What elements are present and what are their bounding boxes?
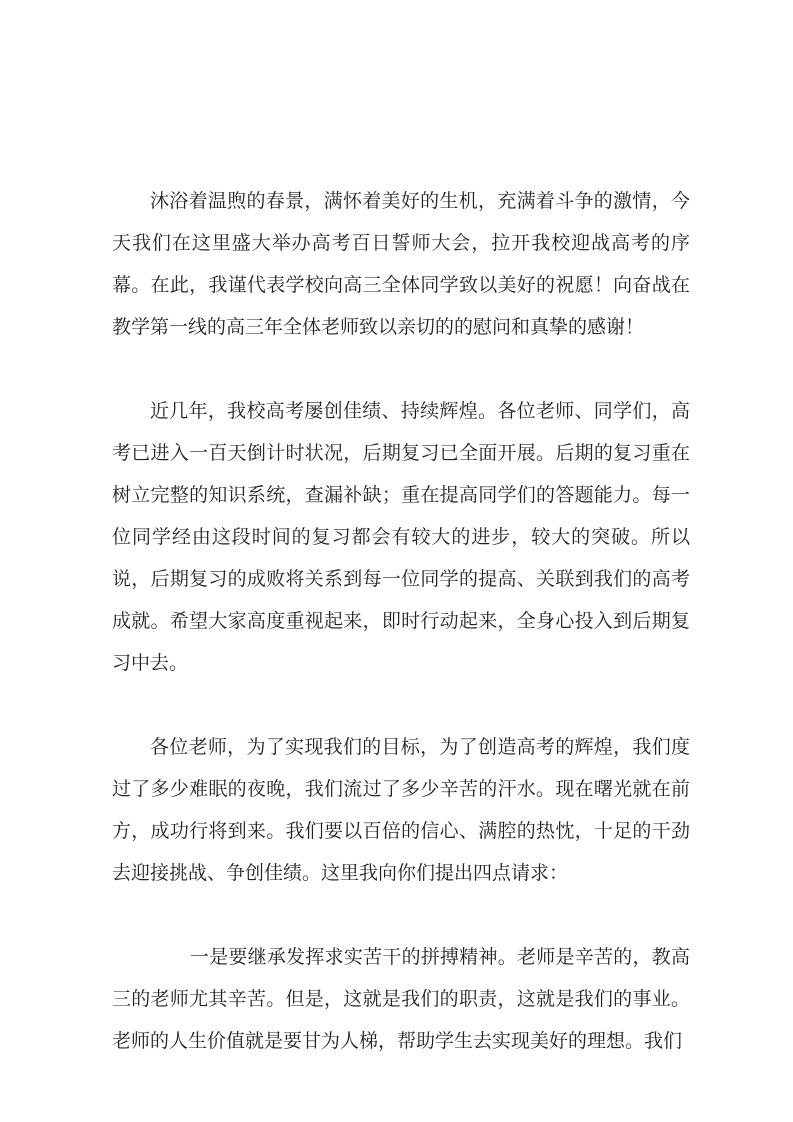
paragraph-1: 沐浴着温煦的春景，满怀着美好的生机，充满着斗争的激情，今天我们在这里盛大举办高考百日誓师大会，拉开我校迎战高考的序幕。在此，我谨代表学校向高三全体同学致以美好的祝愿！向奋战在教学第一线的高三年全体老师致以亲切的的慰问和真挚的感谢！ bbox=[112, 191, 690, 338]
paragraph-3: 各位老师，为了实现我们的目标，为了创造高考的辉煌，我们度过了多少难眠的夜晚，我们流过了多少辛苦的汗水。现在曙光就在前方，成功行将到来。我们要以百倍的信心、满腔的热忱，十足的干劲去迎接挑战、争创佳绩。这里我向你们提出四点请求： bbox=[112, 737, 690, 884]
document-body bbox=[112, 181, 690, 1063]
paragraph-4: 一是要继承发挥求实苦干的拼搏精神。老师是辛苦的，教高三的老师尤其辛苦。但是，这就是我们的职责，这就是我们的事业。老师的人生价值就是要甘为人梯，帮助学生去实现美好的理想。我们 bbox=[112, 947, 690, 1052]
paragraph-2: 近几年，我校高考屡创佳绩、持续辉煌。各位老师、同学们，高考已进入一百天倒计时状况，后期复习已全面开展。后期的复习重在树立完整的知识系统，查漏补缺；重在提高同学们的答题能力。每一位同学经由这段时间的复习都会有较大的进步，较大的突破。所以说，后期复习的成败将关系到每一位同学的提高、关联到我们的高考成就。希望大家高度重视起来，即时行动起来，全身心投入到后期复习中去。 bbox=[112, 401, 690, 674]
